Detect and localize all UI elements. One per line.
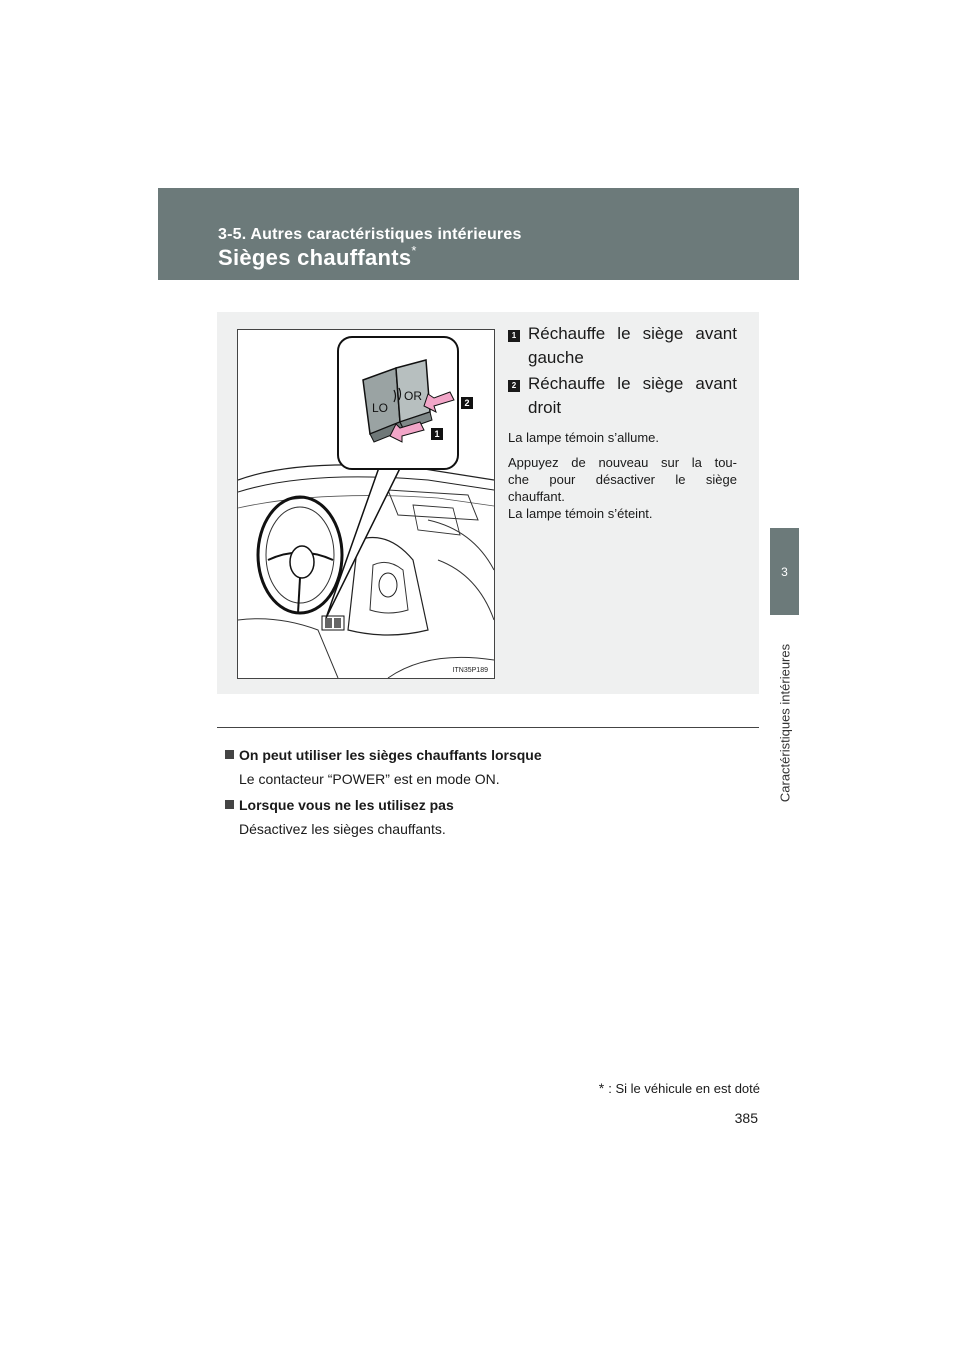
figure-code: ITN35P189 xyxy=(452,667,488,674)
chapter-side-label xyxy=(775,628,795,818)
page-number: 385 xyxy=(734,1110,758,1126)
page-header xyxy=(158,188,799,280)
note-body: Le contacteur “POWER” est en mode ON. xyxy=(239,771,500,787)
callout-text: Réchauffe le siège avant droit xyxy=(528,374,737,417)
footnote xyxy=(599,1080,760,1096)
instruction-line: chauffant. xyxy=(508,489,565,504)
chapter-label: Caractéristiques intérieures xyxy=(777,643,793,803)
seat-heater-illustration xyxy=(237,329,495,679)
instruction-line: Appuyez de nouveau sur la tou- xyxy=(508,455,737,470)
section-divider xyxy=(217,727,759,728)
callout-list xyxy=(508,322,737,422)
switch-label-right: OR xyxy=(404,389,422,403)
instruction-line: che pour désactiver le siège xyxy=(508,472,737,487)
bullet-square-icon xyxy=(225,800,234,809)
callout-number: 2 xyxy=(508,380,520,392)
instruction-line: La lampe témoin s’éteint. xyxy=(508,506,653,521)
note-body: Désactivez les sièges chauffants. xyxy=(239,821,446,837)
page-title xyxy=(218,245,417,271)
title-asterisk: * xyxy=(411,243,417,258)
section-label: 3-5. Autres caractéristiques intérieures xyxy=(218,226,522,243)
cockpit-drawing xyxy=(238,330,494,678)
marker-1: 1 xyxy=(434,429,440,439)
indicator-on-text: La lampe témoin s’allume. xyxy=(508,430,660,445)
callout-item xyxy=(508,372,737,420)
asterisk-icon: * xyxy=(598,1080,605,1096)
marker-2: 2 xyxy=(464,398,470,408)
chapter-number: 3 xyxy=(781,564,788,579)
switch-label-left: LO xyxy=(372,401,389,415)
turn-off-instructions xyxy=(508,454,737,522)
callout-text: Réchauffe le siège avant gauche xyxy=(528,324,737,367)
chapter-tab[interactable] xyxy=(770,528,799,615)
note-heading xyxy=(225,743,745,767)
callout-number: 1 xyxy=(508,330,520,342)
illustration-panel xyxy=(217,312,759,694)
callout-item xyxy=(508,322,737,370)
notes-section xyxy=(225,743,745,843)
note-heading xyxy=(225,793,745,817)
note-heading-text: Lorsque vous ne les utilisez pas xyxy=(239,797,454,813)
page-title-text: Sièges chauffants xyxy=(218,245,412,270)
bullet-square-icon xyxy=(225,750,234,759)
note-heading-text: On peut utiliser les sièges chauffants lorsque xyxy=(239,747,542,763)
footnote-text: : Si le véhicule en est doté xyxy=(608,1081,760,1096)
